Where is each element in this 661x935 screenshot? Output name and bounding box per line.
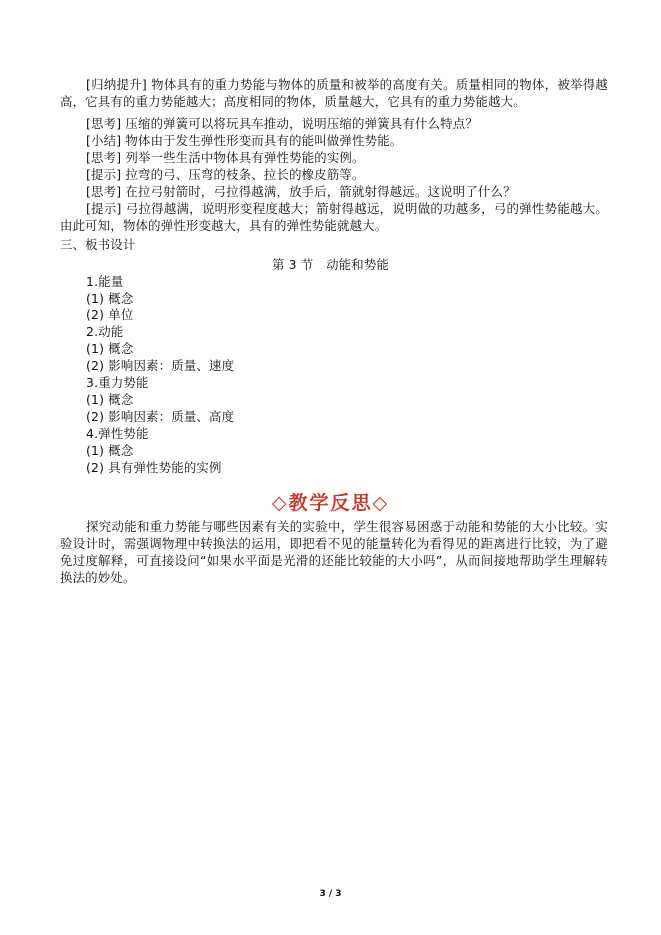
paragraph-hint-bow: [提示] 弓拉得越满，说明形变程度越大；箭射得越远，说明做的功越多，弓的弹性势能越大。由此可知，物体的弹性形变越大，具有的弹性势能就越大。 xyxy=(60,201,608,233)
board-item: (2) 单位 xyxy=(86,307,134,322)
board-item: (1) 概念 xyxy=(86,291,134,306)
paragraph-think-bow: [思考] 在拉弓射箭时，弓拉得越满，放手后，箭就射得越远。这说明了什么？ xyxy=(86,184,516,199)
board-item: (2) 影响因素：质量、高度 xyxy=(86,409,235,424)
board-item: 1.能量 xyxy=(86,274,124,289)
paragraph-summary-gravity: [归纳提升] 物体具有的重力势能与物体的质量和被举的高度有关。质量相同的物体，被举得越高，它具有的重力势能越大；高度相同的物体，质量越大，它具有的重力势能越大。 xyxy=(60,77,608,109)
paragraph-think-examples: [思考] 列举一些生活中物体具有弹性势能的实例。 xyxy=(86,150,365,165)
board-item: (1) 概念 xyxy=(86,443,134,458)
board-item: 2.动能 xyxy=(86,324,124,339)
board-title: 第 3 节 动能和势能 xyxy=(271,257,390,272)
reflection-paragraph: 探究动能和重力势能与哪些因素有关的实验中，学生很容易困惑于动能和势能的大小比较。实验设计时，需强调物理中转换法的运用，即把看不见的能量转化为看得见的距离进行比较，为了避免过度解释，可直接设问“如果水平面是光滑的还能比较能的大小吗”，从而间接地帮助学生理解转换法的妙处。 xyxy=(60,519,608,585)
section-heading: 三、板书设计 xyxy=(60,237,136,252)
paragraph-elastic-definition: [小结] 物体由于发生弹性形变而具有的能叫做弹性势能。 xyxy=(86,133,403,148)
reflection-title: ◇教学反思◇ xyxy=(271,492,390,514)
board-item: 4.弹性势能 xyxy=(86,426,149,441)
paragraph-think-spring: [思考] 压缩的弹簧可以将玩具车推动，说明压缩的弹簧具有什么特点？ xyxy=(86,116,478,131)
page-number: 3 / 3 xyxy=(319,889,342,899)
board-item: (1) 概念 xyxy=(86,392,134,407)
board-item: (2) 具有弹性势能的实例 xyxy=(86,460,222,475)
paragraph-hint-examples: [提示] 拉弯的弓、压弯的枝条、拉长的橡皮筋等。 xyxy=(86,167,365,182)
board-item: (1) 概念 xyxy=(86,341,134,356)
board-item: (2) 影响因素：质量、速度 xyxy=(86,358,235,373)
board-item: 3.重力势能 xyxy=(86,375,149,390)
